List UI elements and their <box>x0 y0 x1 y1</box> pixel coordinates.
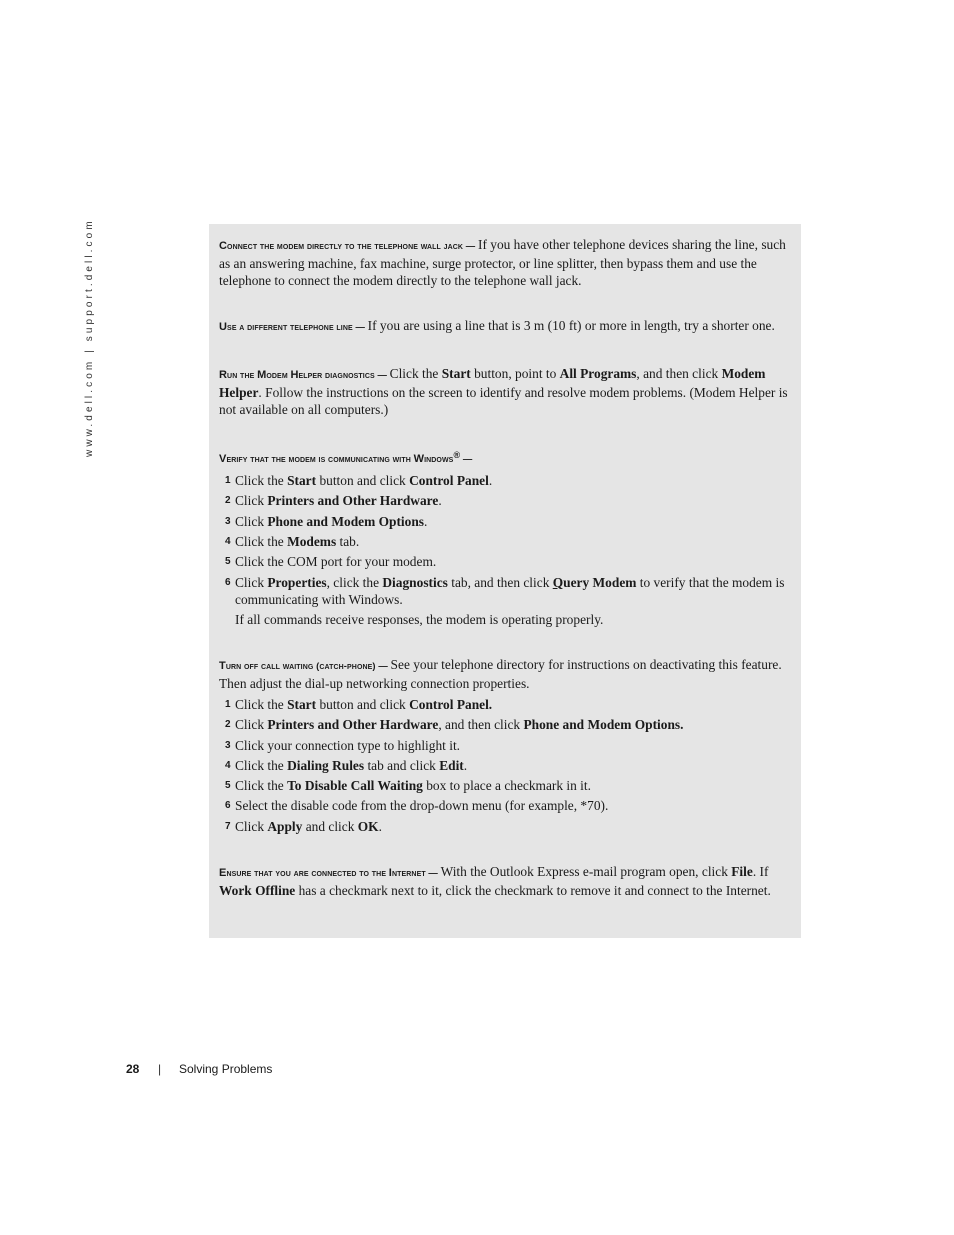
section-heading: Connect the modem directly to the telephone wall jack — <box>219 240 478 252</box>
section-different-line <box>219 317 791 336</box>
section-body: If you are using a line that is 3 m (10 ft) or more in length, try a shorter one. <box>367 318 775 333</box>
list-item: 4 Click the Dialing Rules tab and click Edit. <box>225 757 468 773</box>
section-modem-helper: Run the Modem Helper diagnostics — Click the Start button, point to All Programs, and then click Modem Helper. Follow the instructions on the screen to identify and resolve modem problems. (Modem Helper is not available on all computers.) <box>219 366 788 417</box>
list-item: 1 Click the Start button and click Control Panel. <box>225 696 493 712</box>
list-item: 3 Click Phone and Modem Options. <box>225 513 428 529</box>
section-heading: Run the Modem Helper diagnostics — <box>219 369 390 381</box>
call-waiting-steps-list <box>219 696 791 835</box>
section-heading: Ensure that you are connected to the Internet — <box>219 866 441 879</box>
section-internet: Ensure that you are connected to the Internet — With the Outlook Express e-mail program open, click File. If Work Offline has a checkmark next to it, click the checkmark to remove it and connect to the Internet. <box>219 863 771 898</box>
page-number: 28 <box>126 1062 140 1076</box>
list-item: 2 Click Printers and Other Hardware. <box>225 493 442 509</box>
section-body: See your telephone directory for instructions on deactivating this feature. Then adjust the dial-up networking connection properties. <box>219 656 782 691</box>
list-item: 4 Click the Modems tab. <box>225 534 360 550</box>
section-connect-modem <box>219 236 791 289</box>
list-item: 5 Click the COM port for your modem. <box>225 554 437 570</box>
footer-separator: | <box>158 1062 162 1076</box>
section-verify-windows <box>219 447 791 628</box>
sidebar-url: www.dell.com | support.dell.com <box>84 218 95 457</box>
list-item: 7 Click Apply and click OK. <box>225 818 382 834</box>
list-item: 2 Click Printers and Other Hardware, and then click Phone and Modem Options. <box>225 717 684 733</box>
list-item: 5 Click the To Disable Call Waiting box to place a checkmark in it. <box>225 778 591 794</box>
section-call-waiting <box>219 656 791 835</box>
section-heading: Turn off call waiting (catch-phone) — <box>219 659 391 672</box>
section-heading: Use a different telephone line — <box>219 321 368 333</box>
section-body: If you have other telephone devices sharing the line, such as an answering machine, fax machine, surge protector, or line splitter, then bypass them and use the telephone to connect the modem directly to the telephone wall jack. <box>219 237 786 288</box>
list-item: 6 Select the disable code from the drop-down menu (for example, *70). <box>225 798 609 814</box>
chapter-title: Solving Problems <box>179 1062 273 1076</box>
troubleshooting-panel <box>209 224 801 938</box>
list-item: 3 Click your connection type to highlight it. <box>225 737 461 753</box>
section-heading: Verify that the modem is communicating with Windows® — <box>219 450 473 466</box>
list-item: 6 Click Properties, click the Diagnostics tab, and then click Query Modem to verify that the modem is communicating with Windows. <box>225 574 785 607</box>
verify-note: If all commands receive responses, the modem is operating properly. <box>235 611 604 627</box>
verify-steps-list <box>219 472 791 607</box>
list-item: 1 Click the Start button and click Control Panel. <box>225 473 493 489</box>
